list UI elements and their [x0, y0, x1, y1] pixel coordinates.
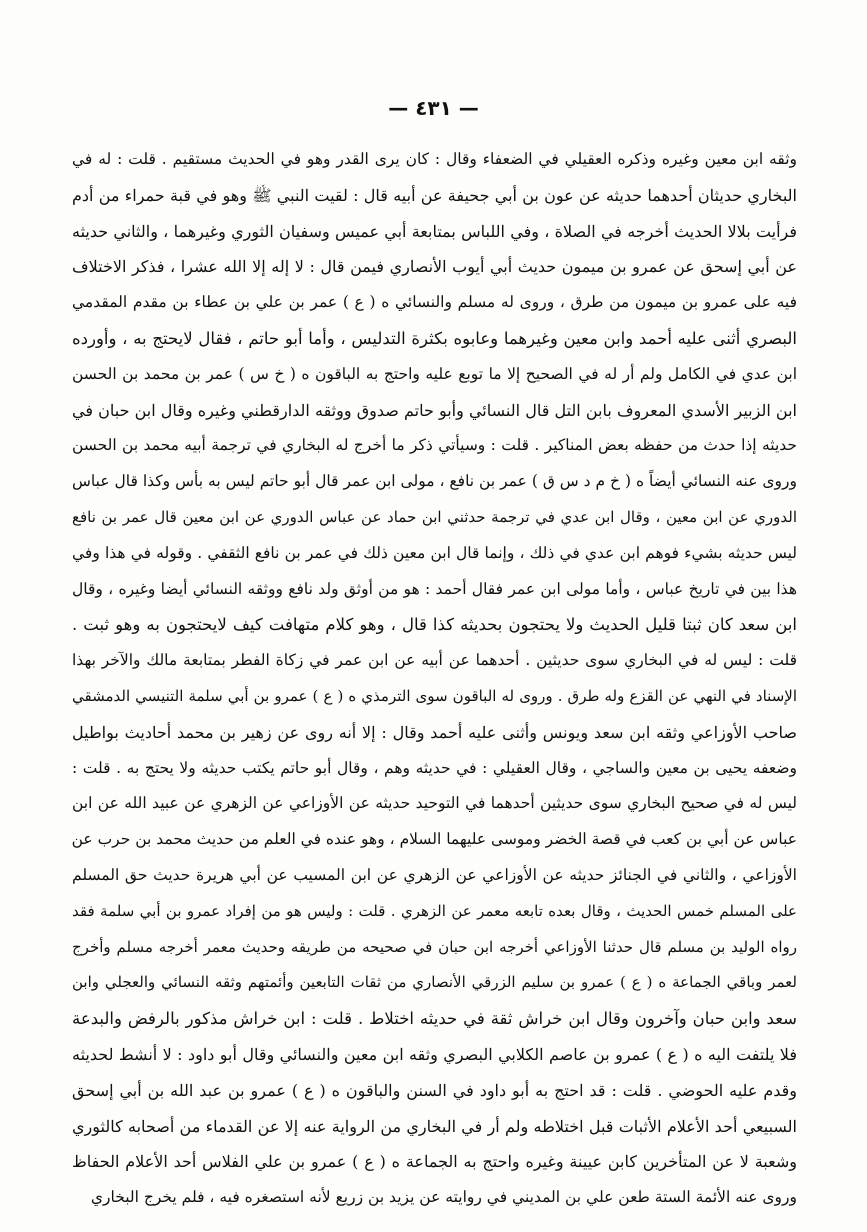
text-line: هذا بين في تاريخ عباس ، وأما مولى ابن عمر فقال أحمد : هو من أوثق ولد نافع ووثقه النسائي أيضا وغيره ، وقال — [72, 579, 797, 598]
text-line: ابن الزبير الأسدي المعروف بابن التل قال النسائي وأبو حاتم صدوق ووثقه الدارقطني وغيره وقال ابن حبان في — [72, 400, 797, 420]
text-line: لعمر وباقي الجماعة ه ( ع ) عمرو بن سليم الزرقي الأنصاري من ثقات التابعين وأئمتهم وثقه النسائي والعجلي وابن — [72, 973, 797, 992]
text-line: سعد وابن حبان وآخرون وقال ابن خراش ثقة في حديثه اختلاط . قلت : ابن خراش مذكور بالرفض والبدعة — [72, 1009, 797, 1029]
text-line: حديثه إذا حدث من حفظه بعض المناكير . قلت : وسيأتي ذكر ما أخرج له البخاري في ترجمة أبيه محمد بن الحسن — [72, 436, 797, 455]
text-line: فلا يلتفت اليه ه ( ع ) عمرو بن عاصم الكلابي البصري وثقه ابن معين والنسائي وقال أبو داود : لا أنشط لحديثه — [72, 1044, 797, 1064]
text-line: ابن سعد كان ثبتا قليل الحديث ولا يحتجون بحديثه كذا قال ، وهو كلام متهافت كيف لايحتجون به وهو ثبت . — [72, 615, 797, 635]
text-line: وروى عنه النسائي أيضاً ه ( خ م د س ق ) عمر بن نافع ، مولى ابن عمر قال أبو حاتم ليس به بأس وكذا قال عباس — [72, 472, 797, 491]
text-line: فيه على عمرو بن ميمون من طرق ، وروى له مسلم والنسائي ه ( ع ) عمر بن علي بن عطاء بن مقدم المقدمي — [72, 293, 797, 312]
text-line: عن أبي إسحق عن عمرو بن ميمون حديث أبي أيوب الأنصاري فيمن قال : لا إله إلا الله عشرا ، فذكر الاختلاف — [72, 257, 797, 277]
text-line: الأوزاعي ، والثاني في الجنائز حديثه عن الأوزاعي عن الزهري عن ابن المسيب عن أبي هريرة حديث حق المسلم — [72, 865, 797, 884]
text-line: وثقه ابن معين وغيره وذكره العقيلي في الضعفاء وقال : كان يرى القدر وهو في الحديث مستقيم . قلت : له في — [72, 150, 797, 168]
body-text — [72, 142, 797, 1216]
text-line: ليس حديثه بشيء فوهم ابن عدي في ذلك ، وإنما قال ابن معين ذلك في عمر بن نافع الثقفي . وقوله في هذا وفي — [72, 543, 797, 562]
text-line: البصري أثنى عليه أحمد وابن معين وغيرهما وعابوه بكثرة التدليس ، وأما أبو حاتم ، فقال لايحتج به ، وأورده — [72, 328, 797, 348]
text-line: عباس عن أبي بن كعب في قصة الخضر وموسى عليهما السلام ، وهو عنده في العلم من حديث محمد بن حرب عن — [72, 830, 797, 849]
text-line: السبيعي أحد الأعلام الأثبات قبل اختلاطه ولم أر في البخاري من الرواية عنه إلا عن القدماء من أصحابه كالثوري — [72, 1116, 797, 1136]
text-line: وشعبة لا عن المتأخرين كابن عيينة وغيره واحتج به الجماعة ه ( ع ) عمرو بن علي الفلاس أحد الأعلام الحفاظ — [72, 1152, 797, 1172]
text-line: وقدم عليه الحوضي . قلت : قد احتج به أبو داود في السنن والباقون ه ( ع ) عمرو بن عبد الله بن أبي إسحق — [72, 1080, 797, 1100]
text-line: الإسناد في النهي عن القزع وله طرق . وروى له الباقون سوى الترمذي ه ( ع ) عمرو بن أبي سلمة التنيسي الدمشقي — [72, 686, 797, 705]
text-line: وروى عنه الأئمة الستة طعن علي بن المديني في روايته عن يزيد بن زريع لأنه استصغره فيه ، فلم يخرج البخاري — [90, 1188, 797, 1207]
text-line: الدوري عن ابن معين ، وقال ابن عدي في ترجمة حدثني ابن حماد عن عباس الدوري عن ابن معين قال عمر بن نافع — [72, 507, 797, 526]
page-number: — ٤٣١ — — [388, 96, 479, 120]
text-line: ليس له في صحيح البخاري سوى حديثين أحدهما في التوحيد حديثه عن الأوزاعي عن الزهري عن عبيد الله عن ابن — [72, 794, 797, 813]
text-line: قلت : ليس له في البخاري سوى حديثين . أحدهما عن أبيه عن ابن عمر في زكاة الفطر بمتابعة مالك والآخر بهذا — [72, 651, 797, 670]
text-line: فرأيت بلالا الحديث أخرجه في الصلاة ، وفي اللباس بمتابعة أبي عميس وسفيان الثوري وغيرهما ، والثاني حديثه — [72, 221, 797, 241]
text-line: رواه الوليد بن مسلم قال حدثنا الأوزاعي أخرجه ابن حبان في صحيحه من طريقه وحديث معمر أخرجه مسلم وأخرج — [72, 937, 797, 956]
text-line: البخاري حديثان أحدهما حديثه عن عون بن أبي جحيفة عن أبيه قال : لقيت النبي ﷺ وهو في قبة حمراء من أدم — [72, 185, 797, 205]
text-line: وضعفه يحيى بن معين والساجي ، وقال العقيلي : في حديثه وهم ، وقال أبو حاتم يكتب حديثه ولا يحتج به . قلت : — [72, 758, 797, 777]
text-line: ابن عدي في الكامل ولم أر له في الصحيح إلا ما توبع عليه واحتج به الباقون ه ( خ س ) عمر بن محمد بن الحسن — [72, 364, 797, 383]
text-line: على المسلم خمس الحديث ، وقال بعده تابعه معمر عن الزهري . قلت : وليس هو من إفراد عمرو بن أبي سلمة فقد — [72, 901, 797, 920]
text-line: صاحب الأوزاعي وثقه ابن سعد ويونس وأثنى عليه أحمد وقال : إلا أنه روى عن زهير بن محمد أحاديث بواطيل — [72, 722, 797, 742]
